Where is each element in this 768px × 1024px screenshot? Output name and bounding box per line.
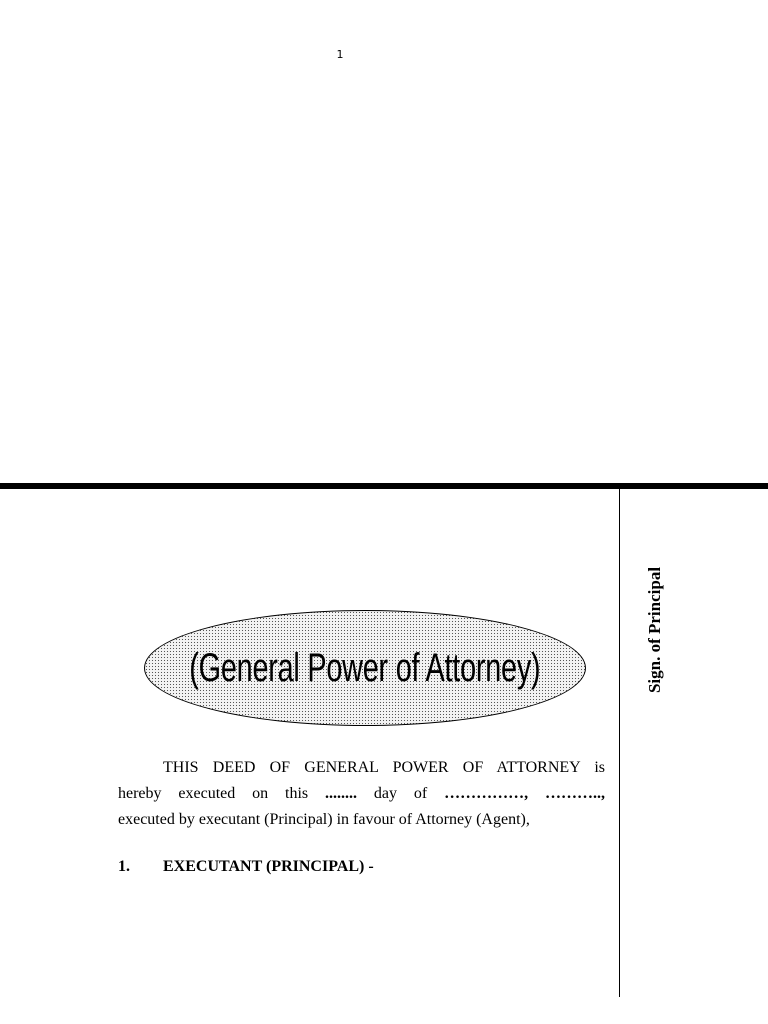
section-1-title: EXECUTANT (PRINCIPAL) - — [163, 858, 374, 875]
principal-signature-label: Sign. of Principal — [645, 566, 664, 694]
stamp-paper-border — [0, 483, 768, 489]
paragraph-line-2-start: hereby executed on this — [118, 785, 326, 802]
paragraph-line-1: THIS DEED OF GENERAL POWER OF ATTORNEY is — [163, 759, 605, 776]
deed-title-oval — [144, 610, 586, 726]
signature-column-divider — [619, 489, 620, 997]
paragraph-line-2 — [118, 781, 605, 807]
execution-day-blank: ........ — [325, 785, 358, 802]
section-1-number: 1. — [118, 858, 130, 875]
section-1-heading — [118, 858, 374, 876]
paragraph-line-3: executed by executant (Principal) in favour of Attorney (Agent), — [118, 811, 530, 828]
paragraph-line-2-middle: day of — [357, 785, 445, 802]
execution-month-year-blank: ……………, ……….., — [444, 785, 605, 802]
deed-opening-paragraph — [118, 755, 605, 833]
deed-title: (General Power of Attorney) — [189, 645, 541, 690]
page-number: 1 — [336, 48, 344, 61]
